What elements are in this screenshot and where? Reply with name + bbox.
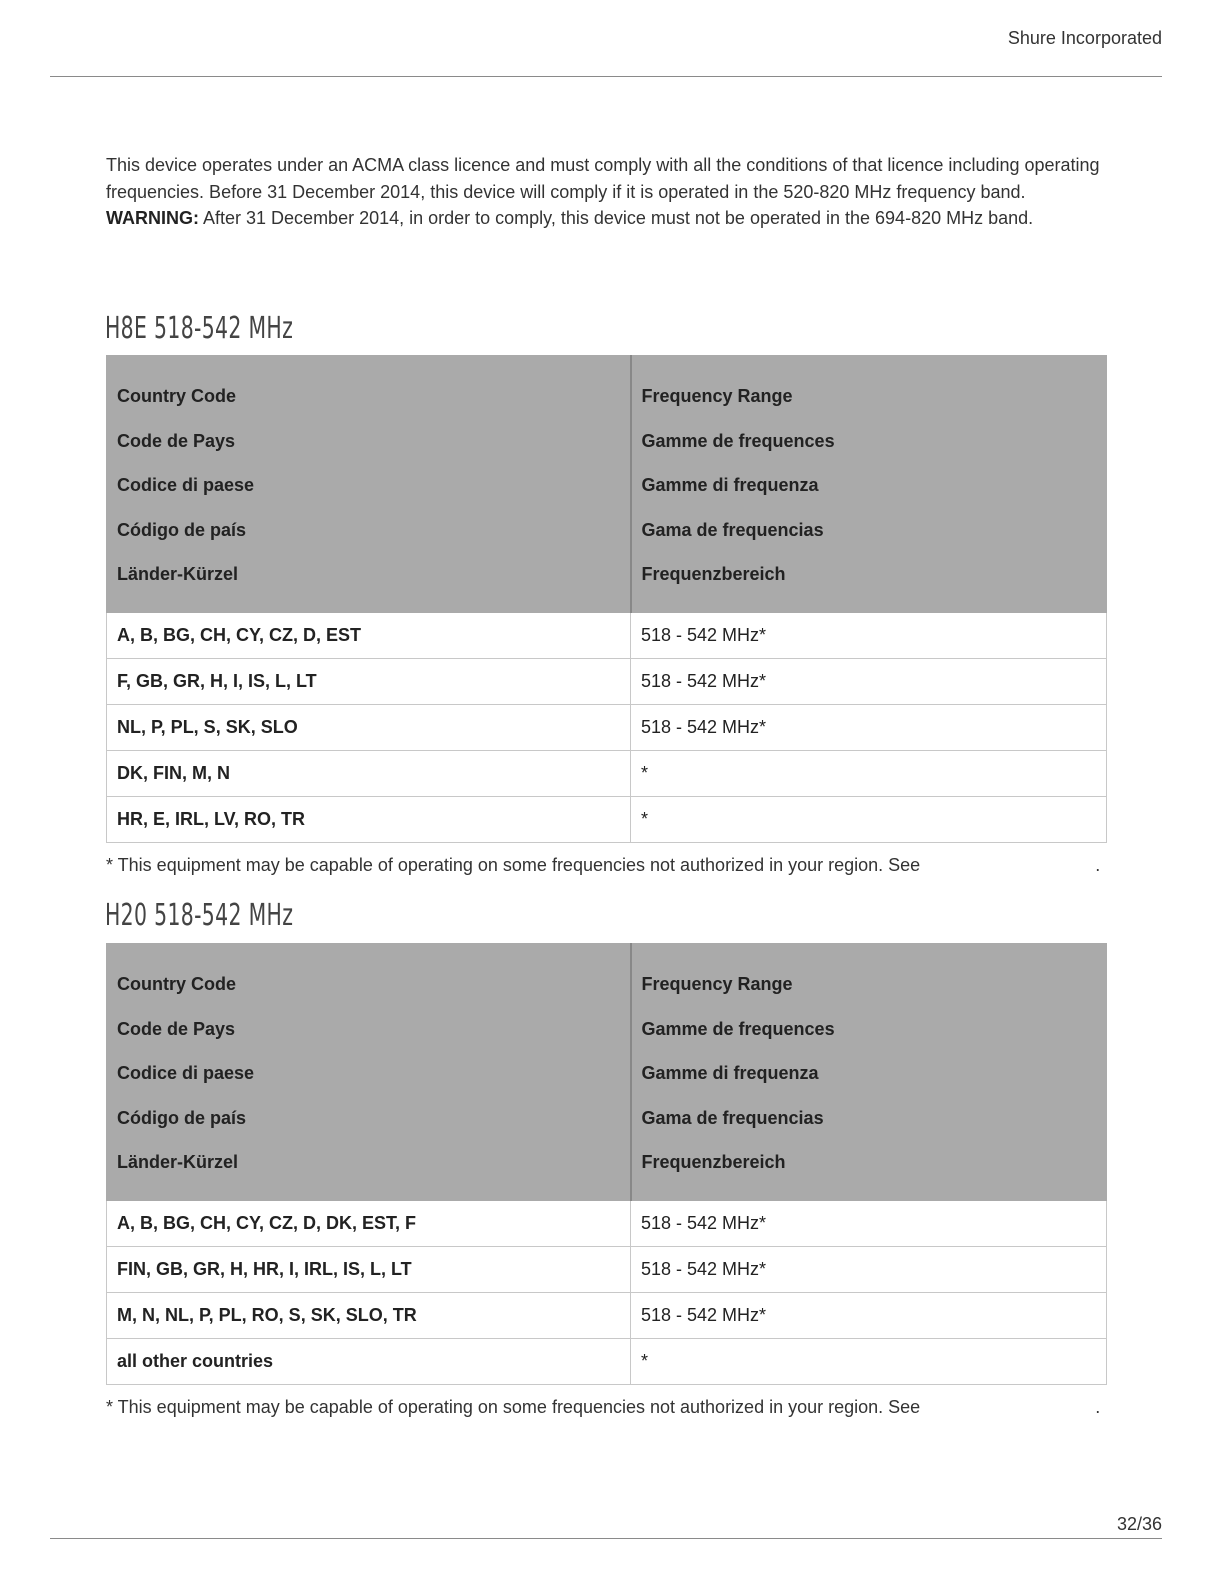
page-footer xyxy=(50,1514,1162,1539)
table-header-row xyxy=(107,944,1107,1201)
footnote-h20 xyxy=(106,1397,1100,1418)
header-label: Gama de frequencias xyxy=(641,1107,824,1128)
page-header xyxy=(50,26,1162,77)
country-cell: M, N, NL, P, PL, RO, S, SK, SLO, TR xyxy=(107,1293,631,1339)
range-cell: * xyxy=(631,1339,1107,1385)
warning-label: WARNING: xyxy=(106,208,199,228)
footnote-h8e xyxy=(106,855,1100,876)
header-label: Código de país xyxy=(117,1107,247,1128)
range-cell: 518 - 542 MHz* xyxy=(631,613,1107,659)
country-cell: DK, FIN, M, N xyxy=(107,751,631,797)
header-label: Codice di paese xyxy=(117,1063,255,1083)
page-number: 32/36 xyxy=(1116,1514,1162,1534)
table-row xyxy=(107,1201,1107,1247)
footnote-end: . xyxy=(1095,1397,1101,1417)
frequency-table-h20 xyxy=(106,943,1107,1385)
country-cell: A, B, BG, CH, CY, CZ, D, DK, EST, F xyxy=(107,1201,631,1247)
header-label: Codice di paese xyxy=(117,475,255,495)
table-row xyxy=(107,705,1107,751)
country-cell: A, B, BG, CH, CY, CZ, D, EST xyxy=(107,613,631,659)
section-title-h20: H20 518-542 MHz xyxy=(105,898,294,933)
table-row xyxy=(107,751,1107,797)
footnote-text: * This equipment may be capable of operating on some frequencies not authorized in your region. See xyxy=(106,855,921,875)
header-label: Gama de frequencias xyxy=(641,519,824,540)
header-label: Code de Pays xyxy=(117,1018,236,1039)
header-label: Gamme di frequenza xyxy=(641,475,819,495)
table-row xyxy=(107,613,1107,659)
header-country-code xyxy=(107,356,631,613)
intro-paragraph xyxy=(106,152,1116,232)
header-label: Frequency Range xyxy=(641,386,793,406)
warning-text: After 31 December 2014, in order to comply, this device must not be operated in the 694-820 MHz band. xyxy=(199,208,1034,228)
warning-line xyxy=(106,205,1116,232)
country-cell: all other countries xyxy=(107,1339,631,1385)
table-header-row xyxy=(107,356,1107,613)
range-cell: 518 - 542 MHz* xyxy=(631,1247,1107,1293)
header-frequency-range xyxy=(631,944,1107,1201)
header-label: Frequency Range xyxy=(641,974,793,994)
header-label: Gamme de frequences xyxy=(641,430,835,451)
range-cell: 518 - 542 MHz* xyxy=(631,1293,1107,1339)
country-cell: FIN, GB, GR, H, HR, I, IRL, IS, L, LT xyxy=(107,1247,631,1293)
header-label: Gamme di frequenza xyxy=(641,1063,819,1083)
header-label: Código de país xyxy=(117,519,247,540)
table-row xyxy=(107,797,1107,843)
table-row xyxy=(107,1293,1107,1339)
range-cell: * xyxy=(631,797,1107,843)
table-row xyxy=(107,1247,1107,1293)
header-label: Frequenzbereich xyxy=(641,1152,786,1172)
range-cell: 518 - 542 MHz* xyxy=(631,1201,1107,1247)
header-label: Frequenzbereich xyxy=(641,564,786,584)
header-country-code xyxy=(107,944,631,1201)
header-label: Country Code xyxy=(117,386,236,406)
frequency-table-h8e xyxy=(106,355,1107,843)
header-frequency-range xyxy=(631,356,1107,613)
country-cell: NL, P, PL, S, SK, SLO xyxy=(107,705,631,751)
table-row xyxy=(107,1339,1107,1385)
header-label: Länder-Kürzel xyxy=(117,564,239,584)
section-title-h8e: H8E 518-542 MHz xyxy=(105,311,294,346)
header-label: Country Code xyxy=(117,974,236,994)
intro-text: This device operates under an ACMA class licence and must comply with all the conditions of that licence including operating frequencies. Before 31 December 2014, this device will comply if it is operated in the 520-820 MHz frequency band. xyxy=(106,155,1100,202)
company-name: Shure Incorporated xyxy=(1007,28,1162,48)
header-label: Code de Pays xyxy=(117,430,236,451)
country-cell: HR, E, IRL, LV, RO, TR xyxy=(107,797,631,843)
country-cell: F, GB, GR, H, I, IS, L, LT xyxy=(107,659,631,705)
footnote-text: * This equipment may be capable of operating on some frequencies not authorized in your region. See xyxy=(106,1397,921,1417)
footnote-end: . xyxy=(1095,855,1101,875)
header-label: Gamme de frequences xyxy=(641,1018,835,1039)
table-row xyxy=(107,659,1107,705)
range-cell: 518 - 542 MHz* xyxy=(631,659,1107,705)
range-cell: * xyxy=(631,751,1107,797)
range-cell: 518 - 542 MHz* xyxy=(631,705,1107,751)
header-label: Länder-Kürzel xyxy=(117,1152,239,1172)
